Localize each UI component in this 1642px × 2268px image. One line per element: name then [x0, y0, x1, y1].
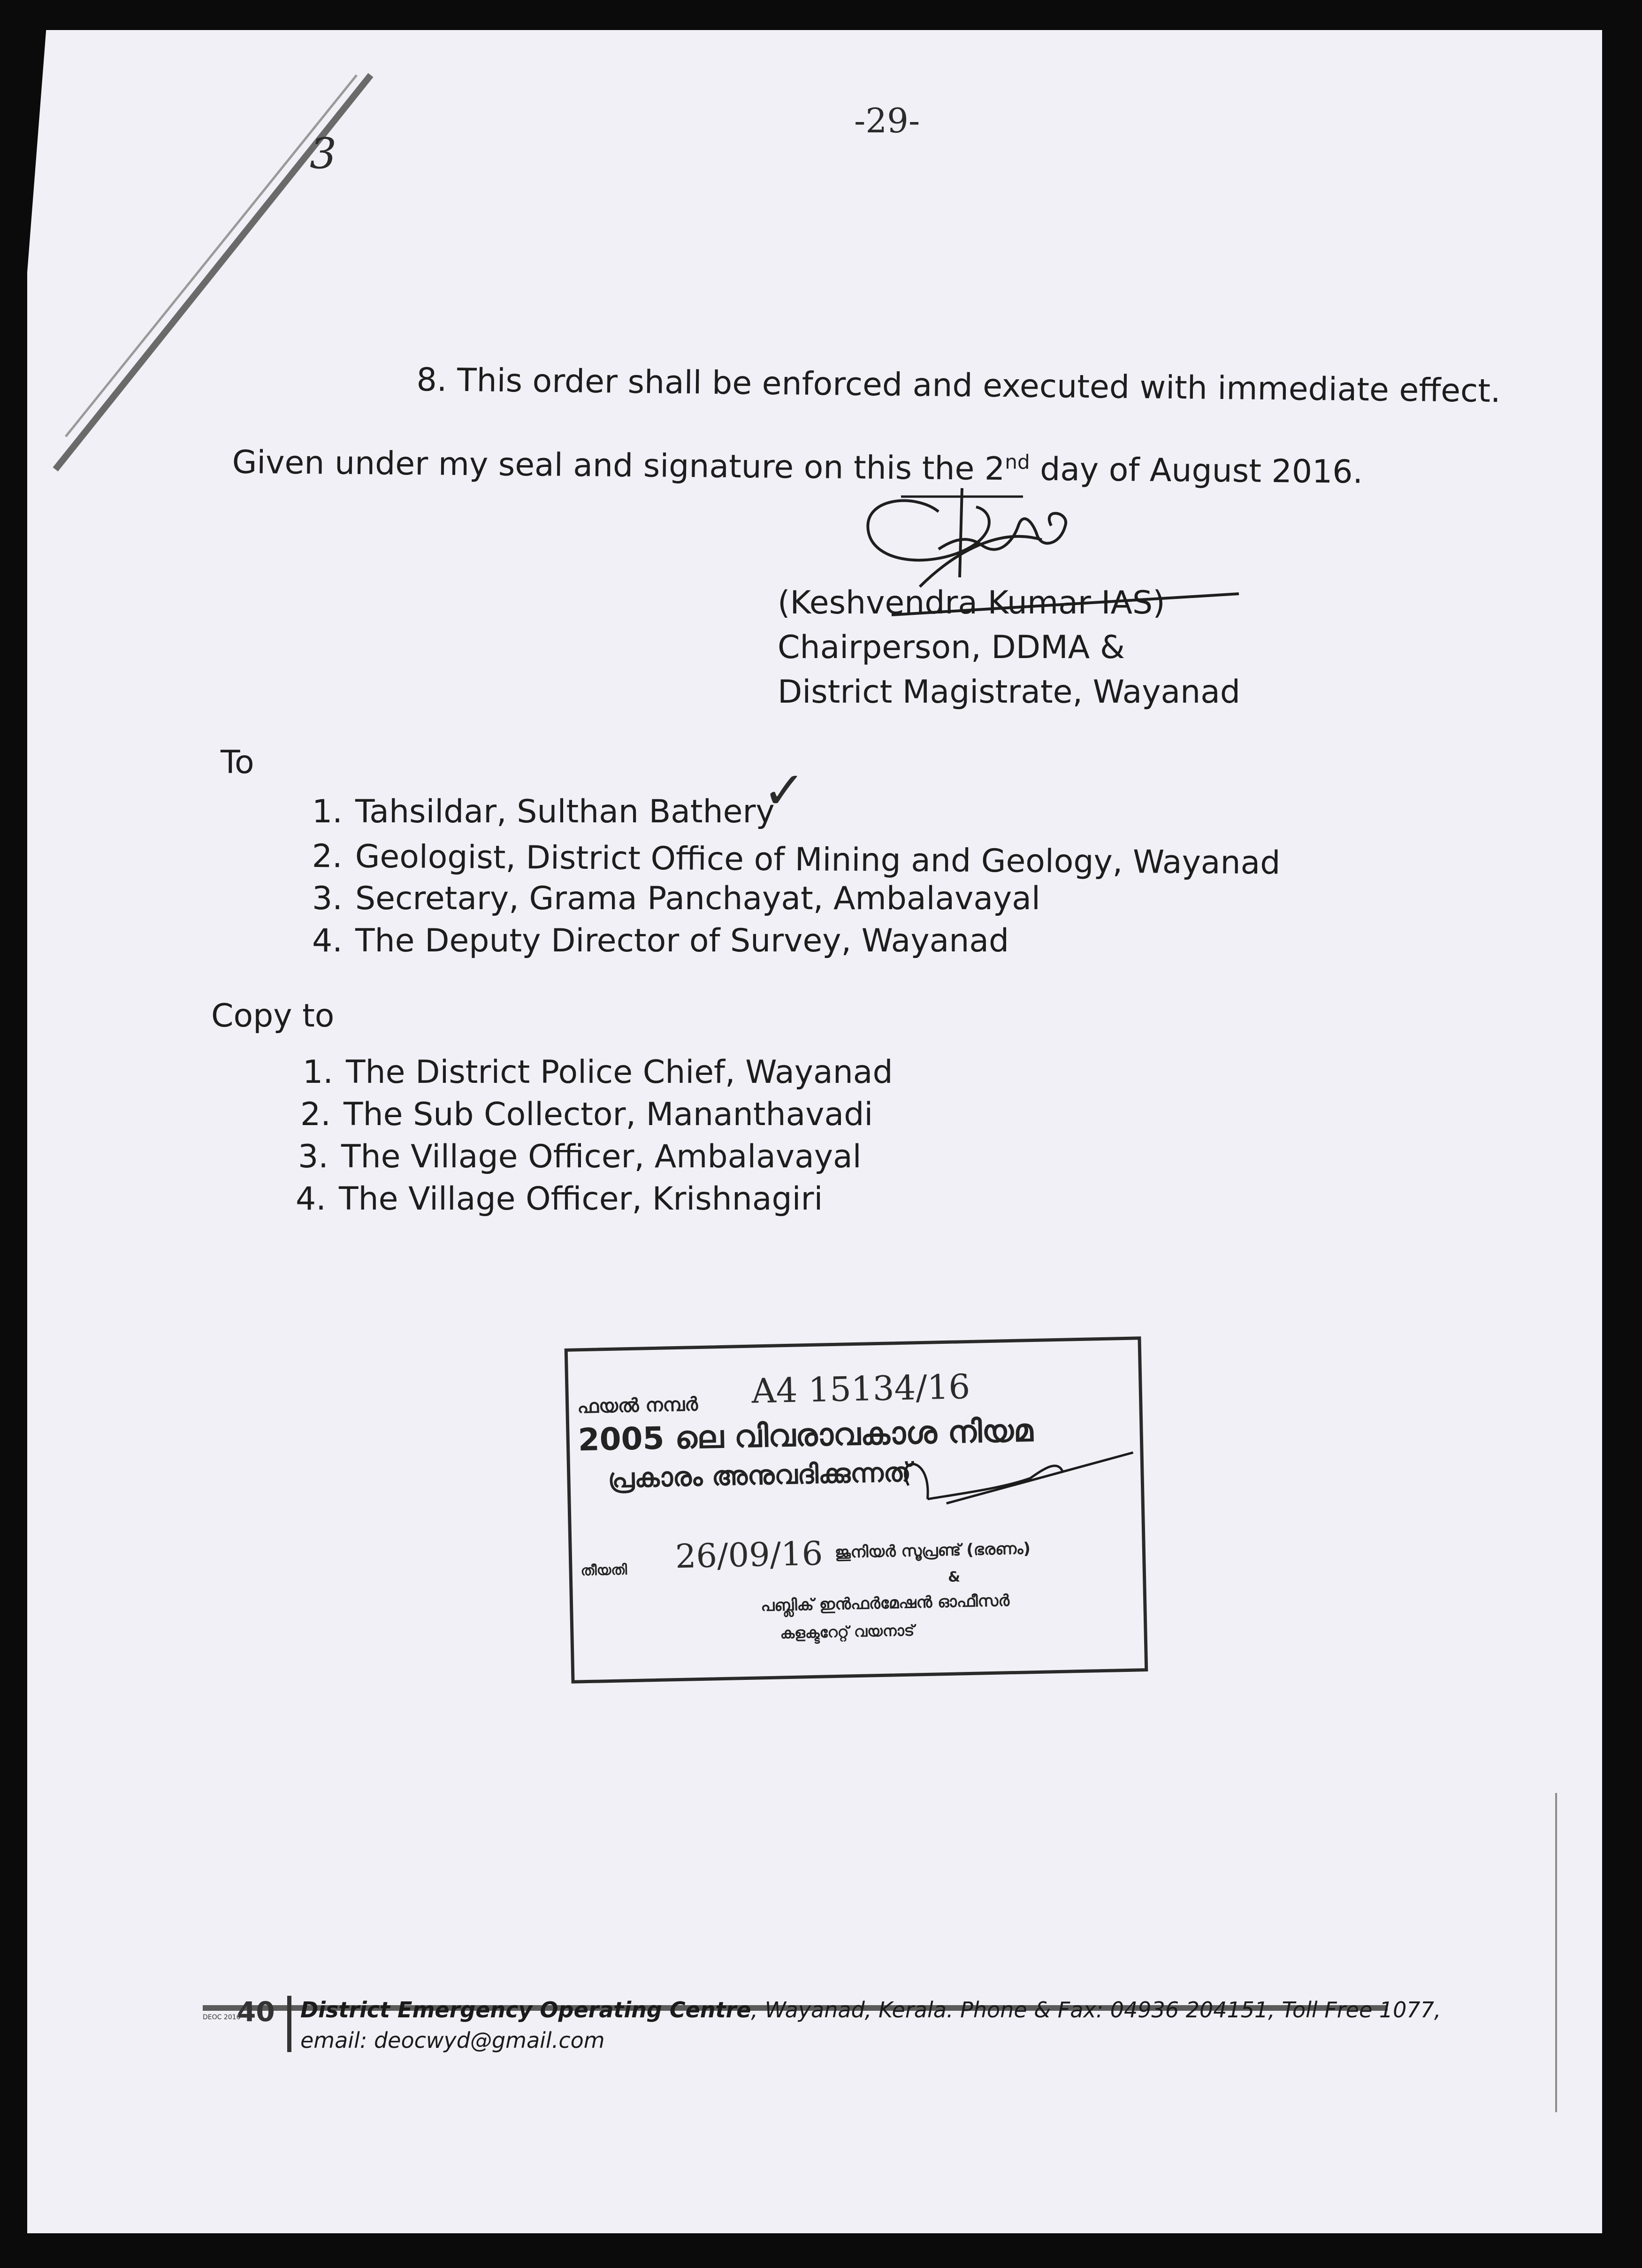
copy-item: [298, 1138, 862, 1175]
signatory-title-2: District Magistrate, Wayanad: [778, 674, 1241, 711]
footer-page-number: 40: [237, 1996, 275, 2028]
stamp-officer-amp: &: [947, 1569, 961, 1586]
check-mark-icon: ✓: [763, 760, 806, 820]
footer-divider: [287, 1996, 291, 2052]
footer-tiny-label: DEOC 2016: [203, 2014, 241, 2021]
given-sup: nd: [1005, 450, 1030, 474]
copy-item-number: 1.: [303, 1054, 333, 1091]
stamp-line-2: 2005 ലെ വിവരാവകാശ നിയമ: [577, 1412, 1034, 1458]
rti-stamp: [565, 1336, 1148, 1684]
copy-item: [303, 1054, 893, 1091]
copy-item-text: The Sub Collector, Mananthavadi: [344, 1096, 873, 1133]
to-item: [312, 793, 775, 830]
signatory-title-1: Chairperson, DDMA &: [778, 629, 1125, 666]
stamp-officer-1: ജൂനിയർ സൂപ്രണ്ട് (ഭരണം): [834, 1539, 1031, 1562]
to-item-text: Tahsildar, Sulthan Bathery: [355, 793, 775, 830]
to-item-text: Secretary, Grama Panchayat, Ambalavayal: [355, 880, 1040, 917]
copy-heading: Copy to: [211, 997, 335, 1034]
to-item-text: The Deputy Director of Survey, Wayanad: [355, 922, 1009, 959]
copy-item-number: 4.: [296, 1180, 326, 1218]
to-item: [312, 838, 1280, 881]
to-item-number: 1.: [312, 793, 343, 830]
stamp-signature: [889, 1438, 1144, 1537]
to-heading: To: [221, 744, 254, 781]
clause-8: 8. This order shall be enforced and executed with immediate effect.: [416, 361, 1501, 410]
footer-org-rest: , Wayanad, Kerala. Phone & Fax: 04936 204151, Toll Free 1077,: [751, 1997, 1441, 2023]
to-item: [312, 922, 1009, 959]
given-prefix: Given under my seal and signature on this the 2: [232, 444, 1005, 488]
copy-item: [300, 1096, 873, 1133]
stamp-officer-2: പബ്ലിക് ഇൻഫർമേഷൻ ഓഫീസർ: [760, 1591, 1010, 1616]
stamp-date-label: തീയതി: [580, 1562, 627, 1579]
to-item: [312, 880, 1040, 917]
copy-item-text: The District Police Chief, Wayanad: [346, 1054, 893, 1091]
given-suffix: day of August 2016.: [1030, 451, 1363, 491]
corner-number-handwritten: 3: [310, 129, 337, 178]
stamp-officer-3: കളക്ടറേറ്റ് വയനാട്: [780, 1621, 915, 1642]
footer-line-1: [300, 1997, 1441, 2023]
footer-org-bold: District Emergency Operating Centre: [300, 1997, 751, 2023]
copy-item-text: The Village Officer, Krishnagiri: [339, 1180, 823, 1218]
to-item-number: 3.: [312, 880, 343, 917]
to-item-number: 4.: [312, 922, 343, 959]
signatory-name: (Keshvendra Kumar IAS): [778, 584, 1165, 621]
copy-item-text: The Village Officer, Ambalavayal: [341, 1138, 862, 1175]
stamp-date: 26/09/16: [675, 1534, 824, 1576]
stamp-file-number: A4 15134/16: [751, 1366, 971, 1411]
page-number-handwritten: -29-: [854, 101, 920, 140]
copy-item-number: 3.: [298, 1138, 328, 1175]
stamp-file-label: ഫയൽ നമ്പർ: [577, 1394, 698, 1418]
to-item-text: Geologist, District Office of Mining and Geology, Wayanad: [355, 838, 1281, 882]
copy-item-number: 2.: [300, 1096, 331, 1133]
copy-item: [296, 1180, 823, 1218]
stamp-line-3: പ്രകാരം അനുവദിക്കുന്നത്: [607, 1457, 911, 1494]
to-item-number: 2.: [312, 838, 343, 875]
footer-email: email: deocwyd@gmail.com: [300, 2028, 605, 2053]
